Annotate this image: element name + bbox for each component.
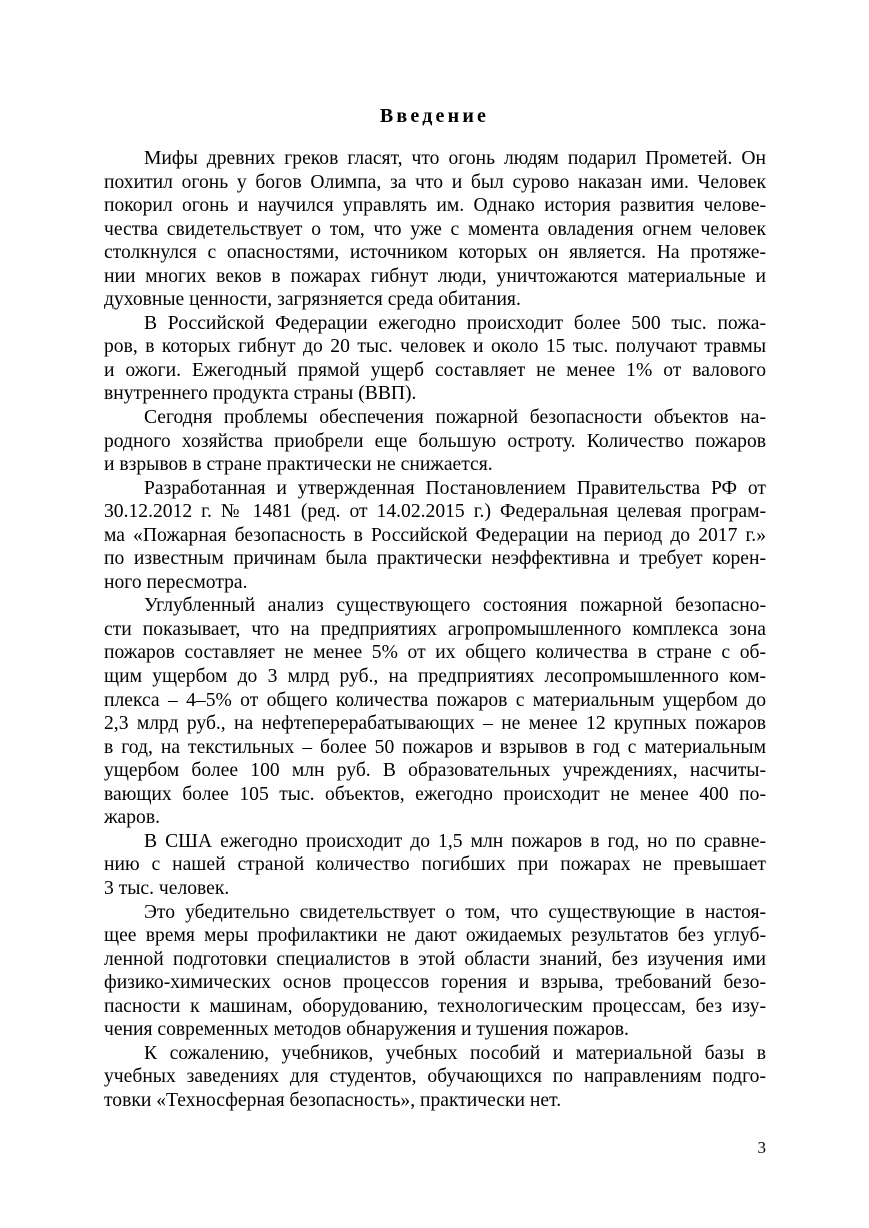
page-number: 3 [757,1138,766,1157]
paragraph-line: ма «Пожарная безопасность в Российской Федерации на период до 2017 г.» [104,524,766,546]
paragraph-line: родного хозяйства приобрели еще большую остроту. Количество пожаров [104,430,766,452]
paragraph-line: вающих более 105 тыс. объектов, ежегодно происходит не менее 400 по- [104,783,766,805]
paragraph-line: жаров. [104,807,160,829]
paragraph-line: товки «Техносферная безопасность», практически нет. [104,1089,562,1111]
paragraph-line: В Российской Федерации ежегодно происходит более 500 тыс. пожа- [144,312,766,334]
paragraph-line: Мифы древних греков гласят, что огонь людям подарил Прометей. Он [144,148,766,169]
paragraph-line: 2,3 млрд руб., на нефтеперерабатывающих – не менее 12 крупных пожаров [104,713,766,735]
paragraph-line: нии многих веков в пожарах гибнут люди, уничтожаются материальные и [104,265,766,287]
paragraph-line: Углубленный анализ существующего состояния пожарной безопасно- [144,595,766,617]
paragraph-line: ного пересмотра. [104,571,248,593]
paragraph-line: пожаров составляет не менее 5% от их общего количества в стране с об- [104,642,766,664]
paragraph [104,901,766,1042]
paragraph-line: похитил огонь у богов Олимпа, за что и был сурово наказан ими. Человек [104,171,766,193]
paragraph-line: плекса – 4–5% от общего количества пожаров с материальным ущербом до [104,689,766,711]
paragraph [104,594,766,829]
paragraph-line: К сожалению, учебников, учебных пособий и материальной базы в [144,1042,766,1064]
paragraph-line: по известным причинам была практически неэффективна и требует корен- [104,548,766,570]
paragraph-line: 3 тыс. человек. [104,877,230,899]
paragraph-line: ленной подготовки специалистов в этой области знаний, без изучения ими [104,948,766,970]
paragraph-line: и ожоги. Ежегодный прямой ущерб составляет не менее 1% от валового [104,359,766,381]
body-text [104,147,766,1112]
paragraph-line: В США ежегодно происходит до 1,5 млн пожаров в год, но по сравне- [144,830,766,852]
paragraph-line: внутреннего продукта страны (ВВП). [104,383,417,405]
paragraph-line: и взрывов в стране практически не снижается. [104,454,493,476]
paragraph-line: чества свидетельствует о том, что уже с момента овладения огнем человек [104,218,766,240]
paragraph [104,312,766,406]
paragraph [104,477,766,595]
paragraph-line: учебных заведениях для студентов, обучающихся по направлениям подго- [104,1066,766,1088]
paragraph-line: щее время меры профилактики не дают ожидаемых результатов без углуб- [104,925,766,947]
paragraph [104,1042,766,1113]
paragraph-line: Это убедительно свидетельствует о том, что существующие в настоя- [144,901,766,923]
paragraph [104,147,766,312]
paragraph-line: Разработанная и утвержденная Постановлением Правительства РФ от [144,477,766,499]
paragraph-line: 30.12.2012 г. № 1481 (ред. от 14.02.2015 г.) Федеральная целевая програм- [104,501,766,523]
paragraph-line: ущербом более 100 млн руб. В образовательных учреждениях, насчиты- [104,760,766,782]
paragraph-line: в год, на текстильных – более 50 пожаров и взрывов в год с материальным [104,736,766,758]
paragraph-line: нию с нашей страной количество погибших при пожарах не превышает [104,854,766,876]
paragraph-line: пасности к машинам, оборудованию, технологическим процессам, без изу- [104,995,766,1017]
paragraph-line: чения современных методов обнаружения и тушения пожаров. [104,1019,629,1041]
paragraph [104,830,766,901]
paragraph-line: ров, в которых гибнут до 20 тыс. человек и около 15 тыс. получают травмы [104,336,766,358]
paragraph-line: физико-химических основ процессов горения и взрыва, требований безо- [104,972,766,994]
paragraph-line: духовные ценности, загрязняется среда обитания. [104,289,521,311]
paragraph [104,406,766,477]
paragraph-line: сти показывает, что на предприятиях агропромышленного комплекса зона [104,618,766,640]
paragraph-line: щим ущербом до 3 млрд руб., на предприятиях лесопромышленного ком- [104,666,766,688]
page-title: Введение [379,105,490,127]
paragraph-line: столкнулся с опасностями, источником которых он является. На протяже- [104,242,766,264]
paragraph-line: Сегодня проблемы обеспечения пожарной безопасности объектов на- [144,407,766,429]
paragraph-line: покорил огонь и научился управлять им. Однако история развития челове- [104,195,766,217]
